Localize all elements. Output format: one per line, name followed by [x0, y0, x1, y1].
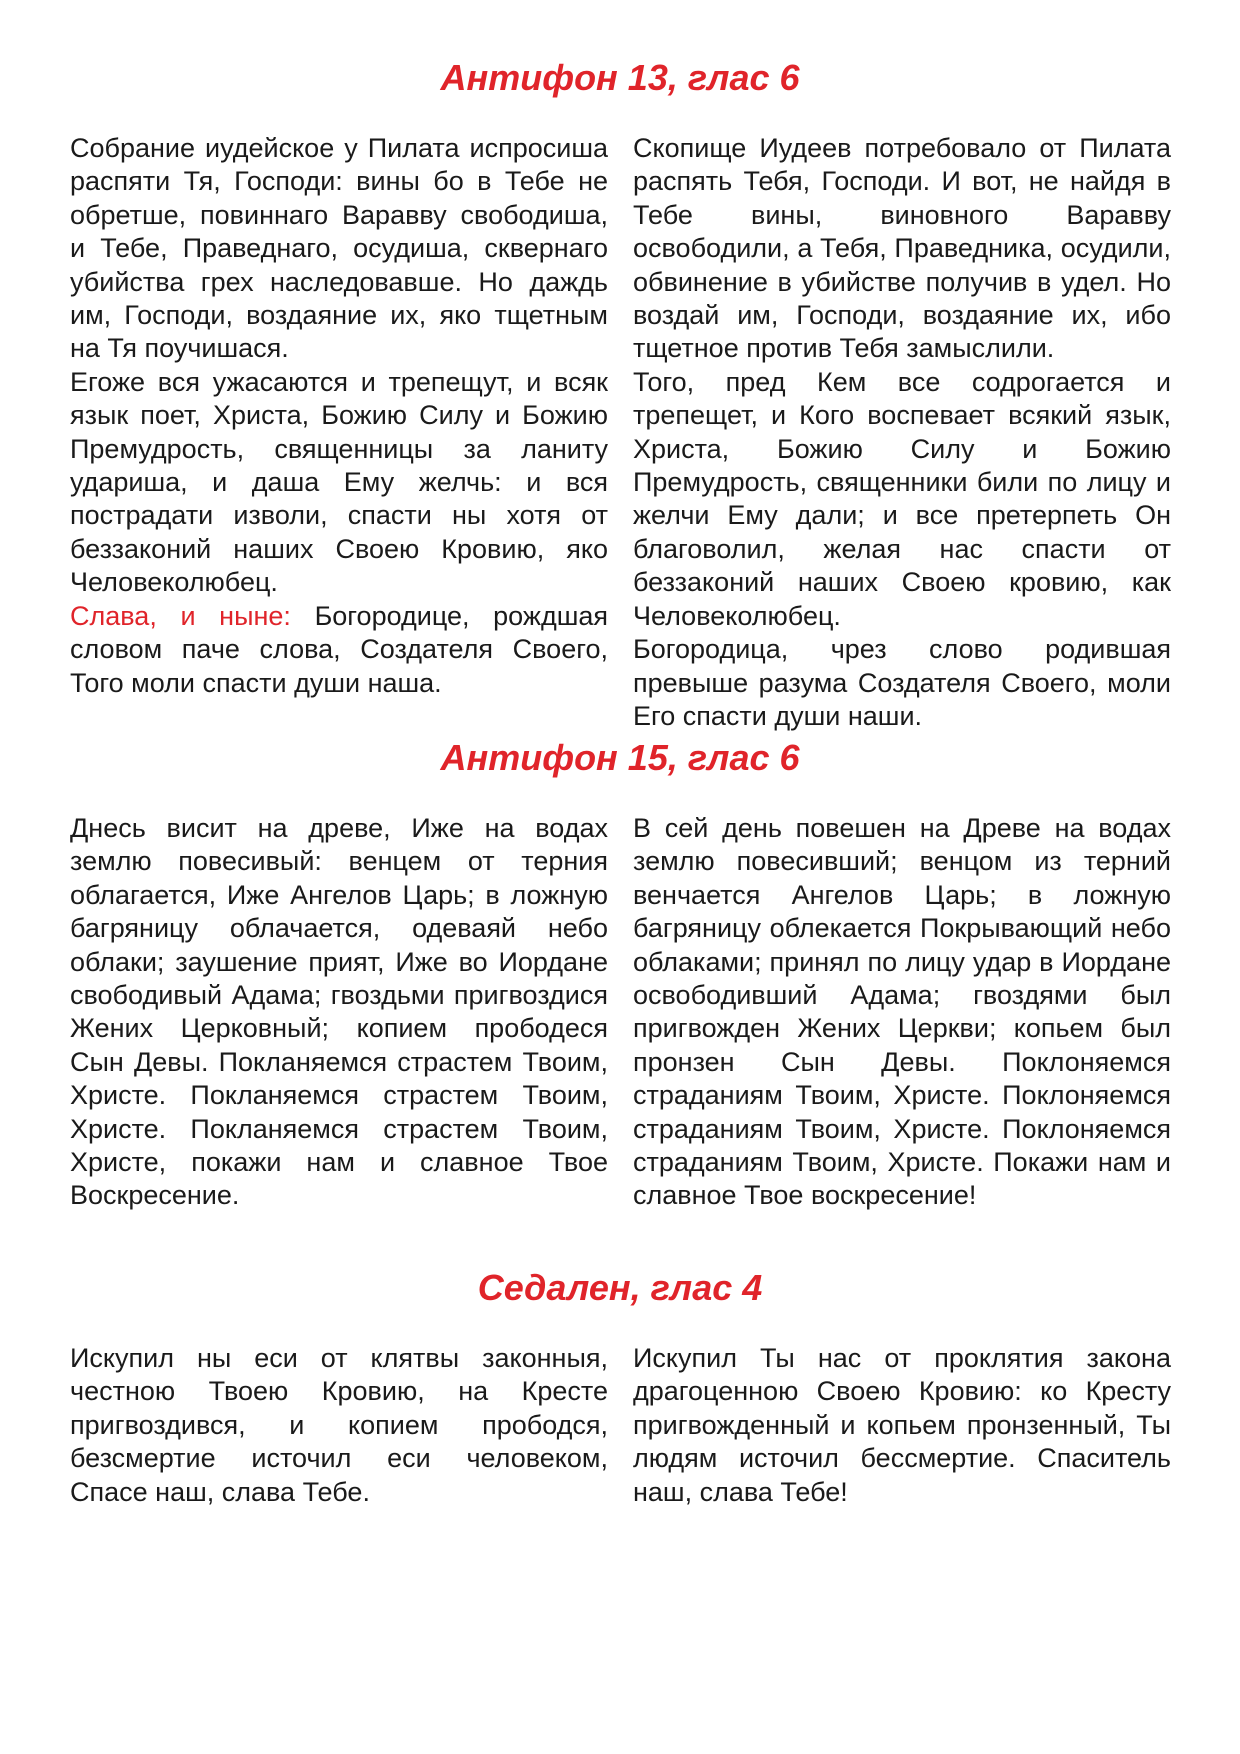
section-antiphon-15 — [70, 812, 1171, 1213]
paragraph: Искупил Ты нас от проклятия закона драгоценною Своею Кровию: ко Кресту пригвожденный и копьем пронзенный, Ты людям источил бессмертие. Спаситель наш, слава Тебе! — [633, 1343, 1171, 1507]
section-title-antiphon-15: Антифон 15, глас 6 — [440, 737, 800, 778]
paragraph: Искупил ны еси от клятвы законныя, честною Твоею Кровию, на Кресте пригвоздився, и копием прободся, безсмертие источил еси человеком, Спасе наш, слава Тебе. — [70, 1343, 608, 1507]
section-title-antiphon-13: Антифон 13, глас 6 — [440, 57, 800, 98]
section-sedalen — [70, 1342, 1171, 1509]
paragraph: Скопище Иудеев потребовало от Пилата распять Тебя, Господи. И вот, не найдя в Тебе вины, виновного Варавву освободили, а Тебя, Праведника, осудили, обвинение в убийстве получив в удел. Но воздай им, Господи, воздаяние их, ибо тщетное против Тебя замыслили. — [633, 133, 1171, 364]
glory-text: Богородице, рождшая словом паче слова, Создателя Своего, Того моли спасти души наша. — [70, 600, 608, 698]
paragraph: Егоже вся ужасаются и трепещут, и всяк язык поет, Христа, Божию Силу и Божию Премудрость, священницы за ланиту удариша, и даша Ему желчь: и вся пострадати изволи, спасти ны хотя от беззаконий наших Своею Кровию, яко Человеколюбец. — [70, 366, 608, 598]
glory-label: Слава, и ныне: — [70, 600, 291, 631]
paragraph: Того, пред Кем все содрогается и трепещет, и Кого воспевает всякий язык, Христа, Божию Силу и Божию Премудрость, священники били по лицу и желчи Ему дали; и все претерпеть Он благоволил, желая нас спасти от беззаконий наших Своею кровию, как Человеколюбец. — [633, 366, 1171, 631]
russian-translation-column — [633, 812, 1171, 1213]
church-slavonic-column — [70, 1342, 608, 1509]
paragraph: В сей день повешен на Древе на водах землю повесивший; венцом из терний венчается Ангелов Царь; в ложную багряницу облекается Покрывающий небо облаками; принял по лицу удар в Иордане освободивший Адама; гвоздями был пригвожден Жених Церкви; копьем был пронзен Сын Девы. Поклоняемся страданиям Твоим, Христе. Поклоняемся страданиям Твоим, Христе. Поклоняемся страданиям Твоим, Христе. Покажи нам и славное Твое воскресение! — [633, 813, 1171, 1211]
russian-translation-column — [633, 132, 1171, 733]
church-slavonic-column — [70, 132, 608, 733]
church-slavonic-column — [70, 812, 608, 1213]
section-title-sedalen: Седален, глас 4 — [477, 1267, 763, 1308]
russian-translation-column — [633, 1342, 1171, 1509]
paragraph: Собрание иудейское у Пилата испросиша распяти Тя, Господи: вины бо в Тебе не обретше, повиннаго Варавву свободиша, и Тебе, Праведнаго, осудиша, сквернаго убийства грех наследовавше. Но даждь им, Господи, воздаяние их, яко тщетным на Тя поучишася. — [70, 133, 608, 364]
paragraph-glory — [70, 600, 608, 700]
section-antiphon-13 — [70, 132, 1171, 733]
paragraph: Богородица, чрез слово родившая превыше разума Создателя Своего, моли Его спасти души наши. — [633, 634, 1171, 731]
paragraph: Днесь висит на древе, Иже на водах землю повесивый: венцем от терния облагается, Иже Ангелов Царь; в ложную багряницу облачается, одеваяй небо облаки; заушение прият, Иже во Иордане свободивый Адама; гвоздьми пригвоздися Жених Церковный; копием прободеся Сын Девы. Покланяемся страстем Твоим, Христе. Покланяемся страстем Твоим, Христе. Покланяемся страстем Твоим, Христе, покажи нам и славное Твое Воскресение. — [70, 813, 608, 1211]
